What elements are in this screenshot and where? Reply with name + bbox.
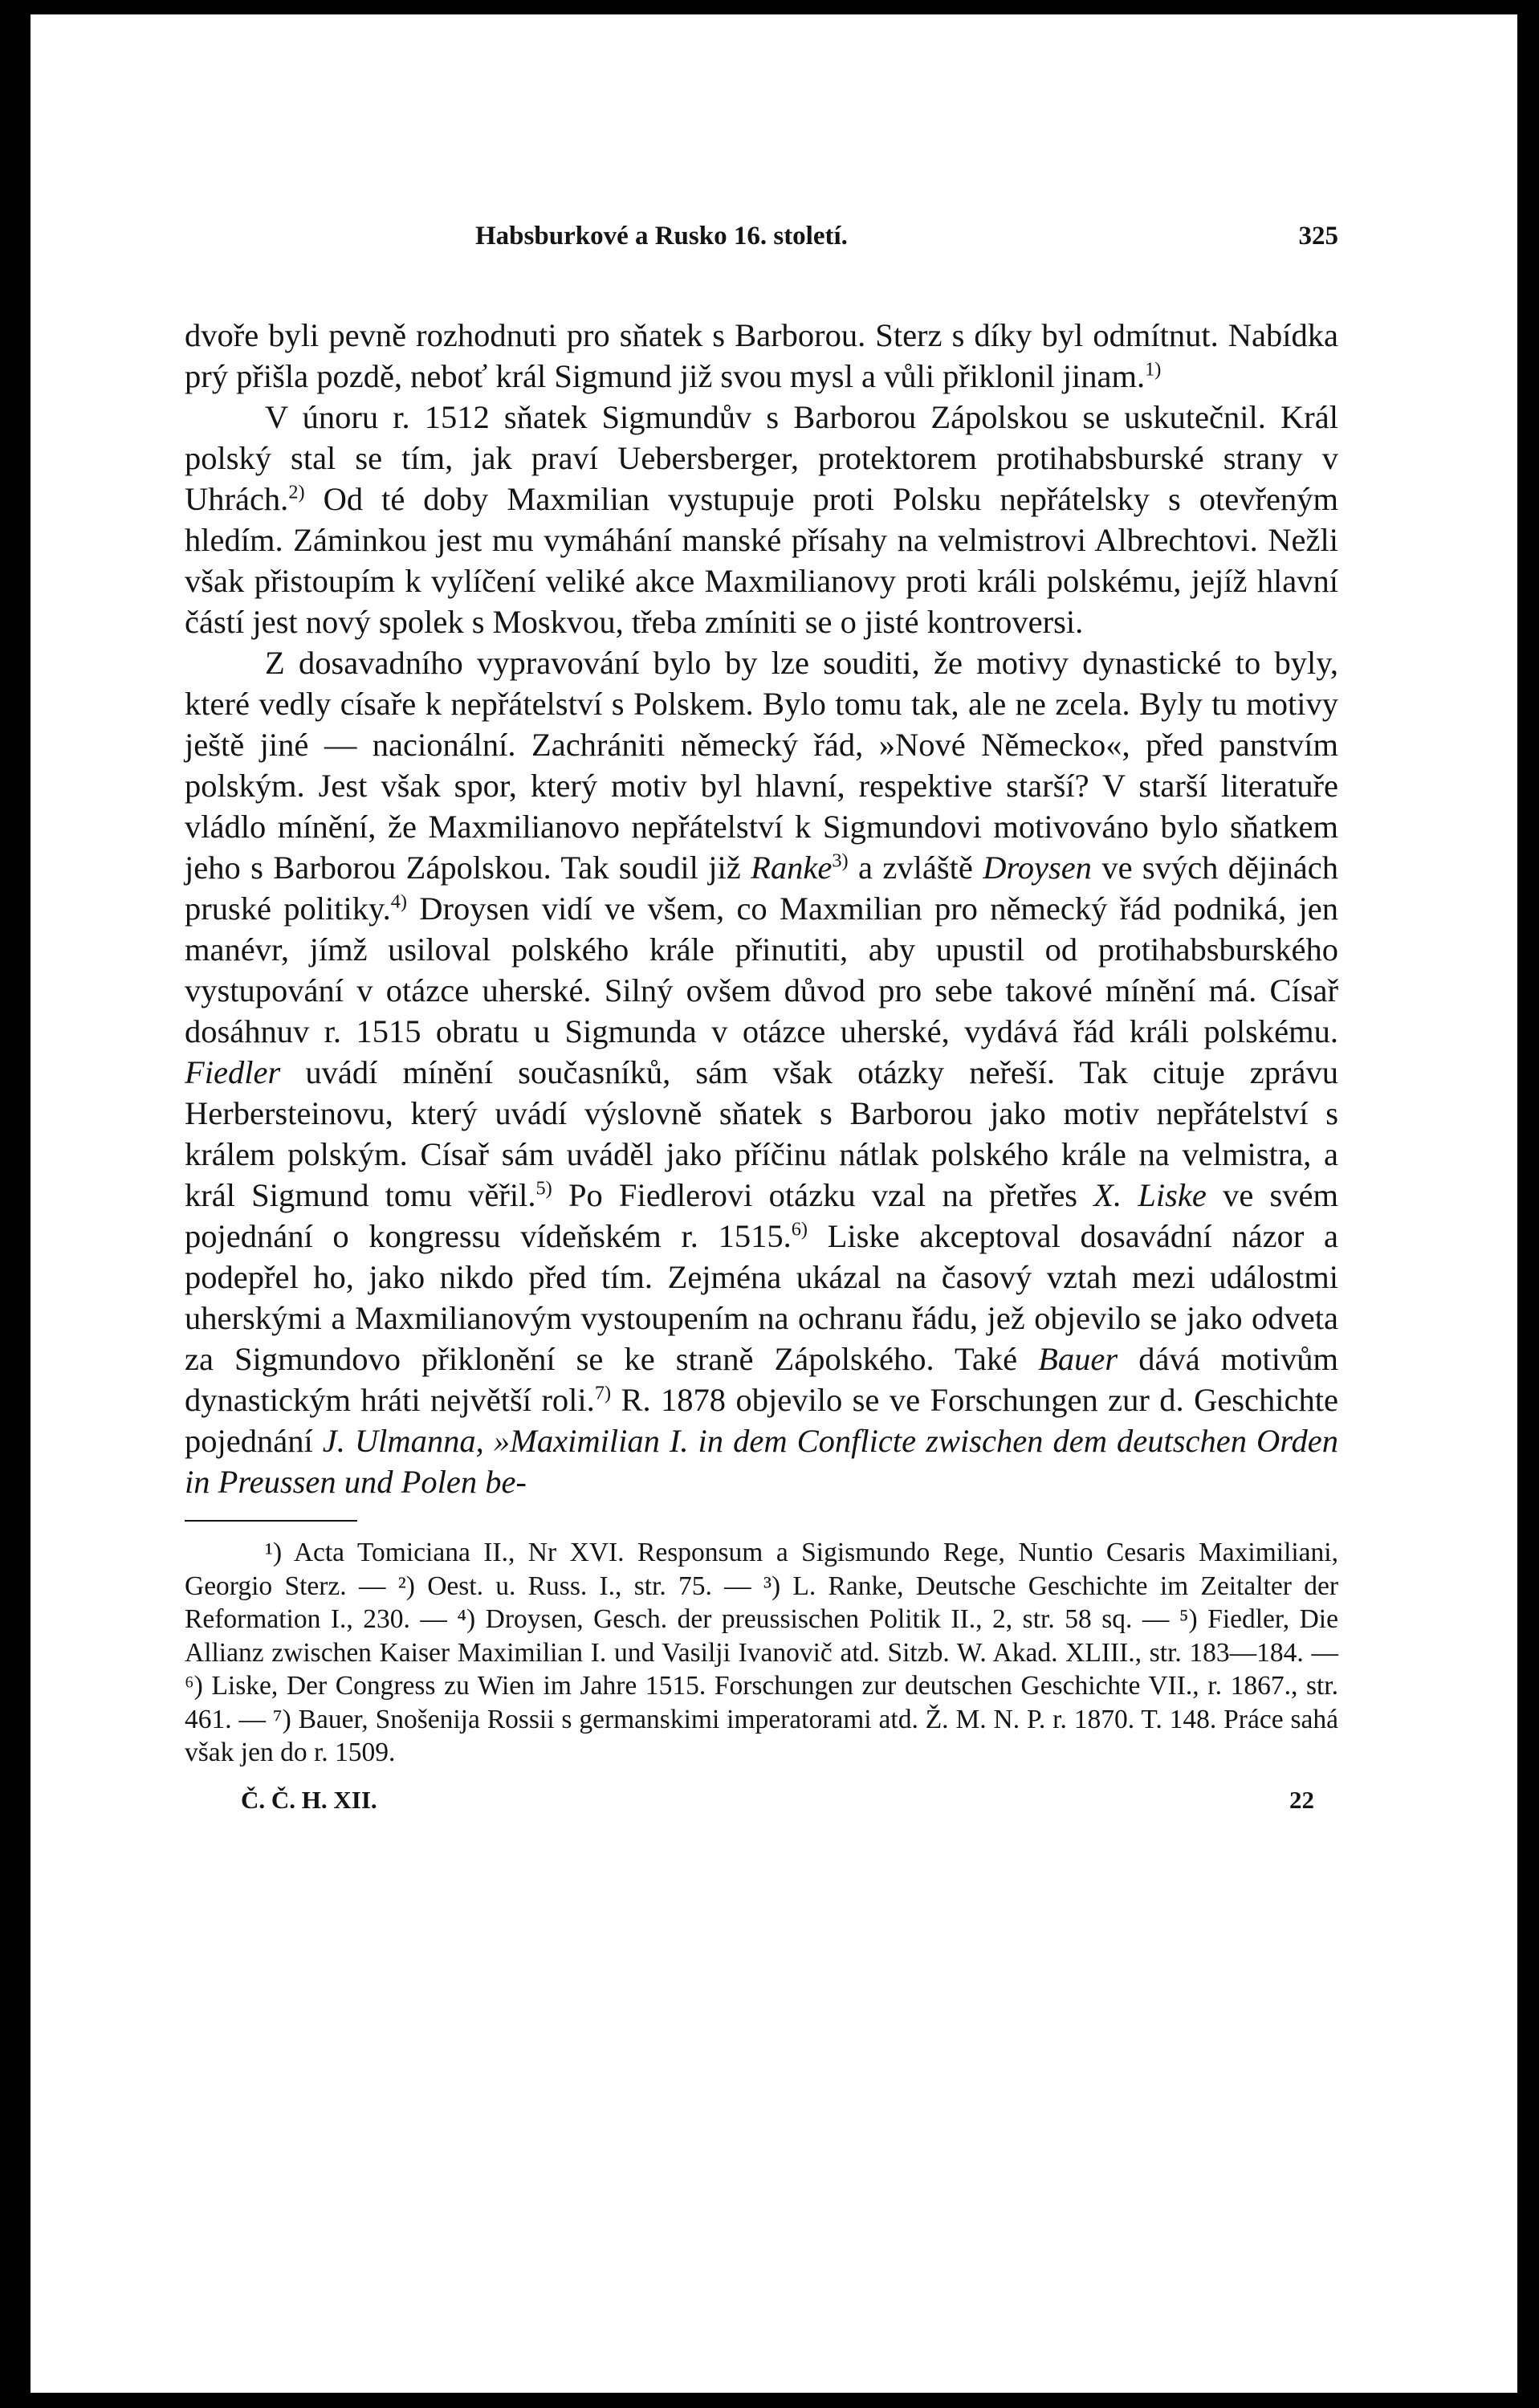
footnote-ref-2: 2) xyxy=(288,481,305,503)
running-header xyxy=(185,217,1338,265)
text-block xyxy=(185,217,1338,1826)
paragraph-3: Z dosavadního vypravování bylo by lze souditi, že motivy dynastické to byly, které vedly císaře k nepřátelství s Polskem. Bylo tomu tak, ale ne zcela. Byly tu motivy ještě jiné — nacionální. Zachrániti německý řád, »Nové Německo«, před panstvím polským. Jest však spor, který motiv byl hlavní, respektive starší? V starší literatuře vládlo mínění, že Maxmilianovo nepřátelství k Sigmundovi motivováno bylo sňatkem jeho s Barborou Zápolskou. Tak soudil již Ranke$^{3)}$ a zvláště Droysen ve svých dějinách pruské politiky.$^{4)}$ Droysen vidí ve všem, co Maxmilian pro německý řád podniká, jen manévr, jímž usiloval polského krále přinutiti, aby upustil od protihabsburského vystupování v otázce uherské. Silný ovšem důvod pro sebe takové mínění má. Císař dosáhnuv r. 1515 obratu u Sigmunda v otázce uherské, vydává řád králi polskému. Fiedler uvádí mínění současníků, sám však otázky neřeší. Tak cituje zprávu Herbersteinovu, který uvádí výslovně sňatek s Barborou jako motiv nepřátelství s králem polským. Císař sám uváděl jako příčinu nátlak polského krále na velmistra, a král Sigmund tomu věřil.$^{5)}$ Po Fiedlerovi otázku vzal na přetřes X. Liske ve svém pojednání o kongressu vídeňském r. 1515.$^{6)}$ Liske akceptoval dosavádní názor a podepřel ho, jako nikdo před tím. Zejména ukázal na časový vztah mezi událostmi uherskými a Maxmilianovým vystoupením na ochranu řádu, jež objevilo se jako odveta za Sigmundovo přiklonění se ke straně Zápolského. Také Bauer dává motivům dynastickým hráti největší roli.$^{7)}$ R. 1878 objevilo se ve Forschungen zur d. Geschichte pojednání J. Ulmanna, »Maximilian I. in dem Conflicte zwischen dem deutschen Orden in Preussen und Polen be- xyxy=(185,645,1338,1500)
footnote-divider xyxy=(185,1520,357,1522)
body-text xyxy=(185,315,1338,1502)
author-ranke: Ranke xyxy=(751,850,833,886)
page-number: 325 xyxy=(1298,222,1338,251)
footnote-ref-5: 5) xyxy=(535,1177,552,1200)
paragraph-2: V únoru r. 1512 sňatek Sigmundův s Barborou Zápolskou se uskutečnil. Král polský stal se tím, jak praví Uebersberger, protektorem protihabsburské strany v Uhrách.$^{2)}$ Od té doby Maxmilian vystupuje proti Polsku nepřátelsky s otevřeným hledím. Záminkou jest mu vymáhání manské přísahy na velmistrovi Albrechtovi. Nežli však přistoupím k vylíčení veliké akce Maxmilianovy proti králi polskému, jejíž hlavní částí jest nový spolek s Moskvou, třeba zmíniti se o jisté kontroversi. xyxy=(185,399,1338,640)
footnote-ref-6: 6) xyxy=(791,1218,808,1241)
author-liske: X. Liske xyxy=(1093,1177,1207,1213)
running-title: Habsburkové a Rusko 16. století. xyxy=(475,222,848,251)
footnotes: ¹) Acta Tomiciana II., Nr XVI. Responsum a Sigismundo Rege, Nuntio Cesaris Maximiliani, Georgio Sterz. — ²) Oest. u. Russ. I., str. 75. — ³) L. Ranke, Deutsche Geschichte im Zeitalter der Reformation I., 230. — ⁴) Droysen, Gesch. der preussischen Politik II., 2, str. 58 sq. — ⁵) Fiedler, Die Allianz zwischen Kaiser Maximilian I. und Vasilji Ivanovič atd. Sitzb. W. Akad. XLIII., str. 183—184. — ⁶) Liske, Der Congress zu Wien im Jahre 1515. Forschungen zur deutschen Geschichte VII., r. 1867., str. 461. — ⁷) Bauer, Snošenija Rossii s germanskimi imperatorami atd. Ž. M. N. P. r. 1870. T. 148. Práce sahá však jen do r. 1509. xyxy=(185,1538,1338,1767)
sheet-number: 22 xyxy=(1289,1785,1314,1814)
scanned-page xyxy=(31,14,1517,2393)
footnote-ref-7: 7) xyxy=(594,1382,612,1404)
footnote-ref-1: 1) xyxy=(1145,358,1162,381)
author-bauer: Bauer xyxy=(1038,1341,1118,1377)
page-footer xyxy=(185,1778,1338,1826)
paragraph-1: dvoře byli pevně rozhodnuti pro sňatek s Barborou. Sterz s díky byl odmítnut. Nabídka prý přišla pozdě, neboť král Sigmund již svou mysl a vůli přiklonil jinam.$^{1)}$ xyxy=(185,317,1338,394)
footnote-ref-3: 3) xyxy=(832,850,849,872)
ulmann-title: J. Ulmanna, »Maximilian I. in dem Conflicte zwischen dem deutschen Orden in Preussen und Polen be- xyxy=(185,1423,1338,1500)
author-fiedler: Fiedler xyxy=(185,1054,281,1090)
footnote-ref-4: 4) xyxy=(390,890,408,913)
author-droysen: Droysen xyxy=(983,850,1092,886)
signature-mark: Č. Č. H. XII. xyxy=(241,1785,377,1814)
